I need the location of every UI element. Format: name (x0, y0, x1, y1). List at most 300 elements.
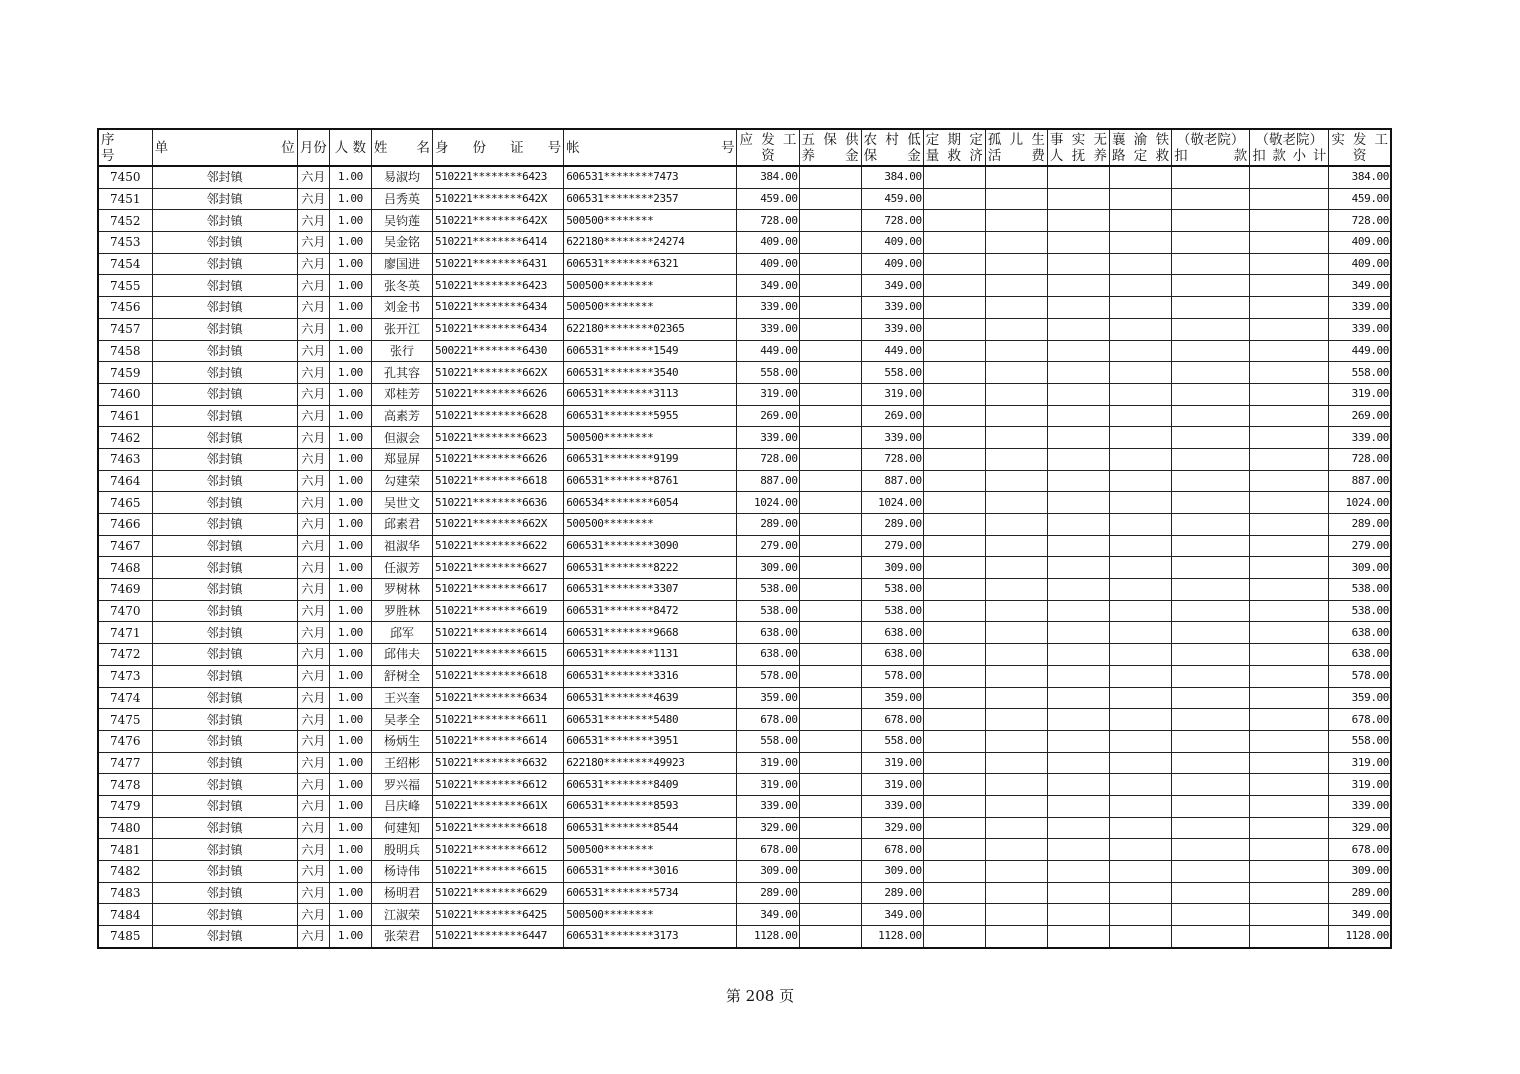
deduction-subtotal-cell (1250, 882, 1329, 904)
amount-due-cell: 319.00 (737, 752, 799, 774)
amount-due-cell: 1128.00 (737, 926, 799, 948)
header-serial-no: 序 号 (98, 129, 152, 166)
id-number-cell: 510221********6434 (433, 318, 564, 340)
table-row (98, 926, 1391, 948)
rural-dibao-cell: 359.00 (861, 687, 923, 709)
rural-dibao-cell: 1128.00 (861, 926, 923, 948)
nursing-home-deduction-cell (1172, 926, 1250, 948)
serial-no-cell: 7472 (98, 644, 152, 666)
serial-no-cell: 7473 (98, 665, 152, 687)
page-number: 第 208 页 (725, 987, 795, 1005)
orphan-allowance-cell (985, 318, 1047, 340)
table-row (98, 492, 1391, 514)
orphan-allowance-cell (985, 622, 1047, 644)
person-count-cell: 1.00 (329, 383, 371, 405)
de-facto-orphan-cell (1047, 405, 1109, 427)
nursing-home-deduction-cell (1172, 514, 1250, 536)
serial-no-cell: 7482 (98, 861, 152, 883)
name-cell: 邓桂芳 (371, 383, 432, 405)
deduction-subtotal-cell (1250, 622, 1329, 644)
id-number-cell: 510221********6632 (433, 752, 564, 774)
five-guarantee-cell (799, 861, 861, 883)
table-row (98, 600, 1391, 622)
amount-paid-cell: 339.00 (1329, 795, 1391, 817)
periodic-relief-cell (923, 535, 985, 557)
person-count-cell: 1.00 (329, 427, 371, 449)
amount-due-cell: 289.00 (737, 514, 799, 536)
xiangyu-railway-cell (1110, 687, 1172, 709)
amount-due-cell: 678.00 (737, 709, 799, 731)
de-facto-orphan-cell (1047, 687, 1109, 709)
id-number-cell: 510221********642X (433, 210, 564, 232)
amount-paid-cell: 678.00 (1329, 839, 1391, 861)
amount-paid-cell: 538.00 (1329, 579, 1391, 601)
id-number-cell: 510221********6634 (433, 687, 564, 709)
header-name: 姓 名 (371, 129, 432, 166)
periodic-relief-cell (923, 427, 985, 449)
five-guarantee-cell (799, 232, 861, 254)
amount-paid-cell: 329.00 (1329, 817, 1391, 839)
periodic-relief-cell (923, 882, 985, 904)
amount-due-cell: 309.00 (737, 557, 799, 579)
deduction-subtotal-cell (1250, 795, 1329, 817)
account-cell: 606531********1131 (564, 644, 737, 666)
month-cell: 六月 (297, 188, 329, 210)
unit-cell: 邻封镇 (152, 470, 297, 492)
header-unit: 单 位 (152, 129, 297, 166)
amount-paid-cell: 319.00 (1329, 383, 1391, 405)
five-guarantee-cell (799, 600, 861, 622)
id-number-cell: 510221********6612 (433, 774, 564, 796)
rural-dibao-cell: 409.00 (861, 253, 923, 275)
name-cell: 吴金铭 (371, 232, 432, 254)
serial-no-cell: 7469 (98, 579, 152, 601)
five-guarantee-cell (799, 687, 861, 709)
account-cell: 500500******** (564, 839, 737, 861)
amount-due-cell: 289.00 (737, 882, 799, 904)
month-cell: 六月 (297, 644, 329, 666)
month-cell: 六月 (297, 600, 329, 622)
deduction-subtotal-cell (1250, 861, 1329, 883)
de-facto-orphan-cell (1047, 839, 1109, 861)
rural-dibao-cell: 329.00 (861, 817, 923, 839)
periodic-relief-cell (923, 448, 985, 470)
periodic-relief-cell (923, 492, 985, 514)
header-nursing-home-deduction-subtotal: （敬老院） 扣 款 小 计 (1250, 129, 1329, 166)
xiangyu-railway-cell (1110, 709, 1172, 731)
person-count-cell: 1.00 (329, 557, 371, 579)
amount-paid-cell: 309.00 (1329, 861, 1391, 883)
unit-cell: 邻封镇 (152, 492, 297, 514)
id-number-cell: 510221********6612 (433, 839, 564, 861)
serial-no-cell: 7467 (98, 535, 152, 557)
de-facto-orphan-cell (1047, 904, 1109, 926)
xiangyu-railway-cell (1110, 817, 1172, 839)
orphan-allowance-cell (985, 882, 1047, 904)
xiangyu-railway-cell (1110, 166, 1172, 188)
five-guarantee-cell (799, 882, 861, 904)
id-number-cell: 510221********6623 (433, 427, 564, 449)
person-count-cell: 1.00 (329, 579, 371, 601)
name-cell: 祖淑华 (371, 535, 432, 557)
serial-no-cell: 7479 (98, 795, 152, 817)
amount-paid-cell: 1128.00 (1329, 926, 1391, 948)
month-cell: 六月 (297, 318, 329, 340)
unit-cell: 邻封镇 (152, 253, 297, 275)
name-cell: 杨明君 (371, 882, 432, 904)
account-cell: 606531********2357 (564, 188, 737, 210)
nursing-home-deduction-cell (1172, 752, 1250, 774)
xiangyu-railway-cell (1110, 448, 1172, 470)
five-guarantee-cell (799, 535, 861, 557)
xiangyu-railway-cell (1110, 535, 1172, 557)
unit-cell: 邻封镇 (152, 340, 297, 362)
rural-dibao-cell: 289.00 (861, 514, 923, 536)
month-cell: 六月 (297, 817, 329, 839)
amount-paid-cell: 1024.00 (1329, 492, 1391, 514)
amount-paid-cell: 309.00 (1329, 557, 1391, 579)
de-facto-orphan-cell (1047, 362, 1109, 384)
rural-dibao-cell: 319.00 (861, 383, 923, 405)
orphan-allowance-cell (985, 557, 1047, 579)
id-number-cell: 510221********6615 (433, 861, 564, 883)
unit-cell: 邻封镇 (152, 861, 297, 883)
account-cell: 606531********3090 (564, 535, 737, 557)
table-row (98, 622, 1391, 644)
orphan-allowance-cell (985, 340, 1047, 362)
amount-due-cell: 728.00 (737, 210, 799, 232)
xiangyu-railway-cell (1110, 730, 1172, 752)
id-number-cell: 510221********661X (433, 795, 564, 817)
nursing-home-deduction-cell (1172, 600, 1250, 622)
table-row (98, 275, 1391, 297)
month-cell: 六月 (297, 795, 329, 817)
xiangyu-railway-cell (1110, 665, 1172, 687)
nursing-home-deduction-cell (1172, 904, 1250, 926)
unit-cell: 邻封镇 (152, 926, 297, 948)
orphan-allowance-cell (985, 861, 1047, 883)
name-cell: 江淑荣 (371, 904, 432, 926)
unit-cell: 邻封镇 (152, 297, 297, 319)
table-row (98, 535, 1391, 557)
account-cell: 606531********8593 (564, 795, 737, 817)
orphan-allowance-cell (985, 904, 1047, 926)
xiangyu-railway-cell (1110, 644, 1172, 666)
five-guarantee-cell (799, 210, 861, 232)
de-facto-orphan-cell (1047, 166, 1109, 188)
table-row (98, 427, 1391, 449)
id-number-cell: 510221********6425 (433, 904, 564, 926)
serial-no-cell: 7477 (98, 752, 152, 774)
table-row (98, 839, 1391, 861)
nursing-home-deduction-cell (1172, 665, 1250, 687)
unit-cell: 邻封镇 (152, 405, 297, 427)
unit-cell: 邻封镇 (152, 644, 297, 666)
relief-payment-table (97, 128, 1392, 949)
xiangyu-railway-cell (1110, 861, 1172, 883)
deduction-subtotal-cell (1250, 774, 1329, 796)
month-cell: 六月 (297, 210, 329, 232)
nursing-home-deduction-cell (1172, 557, 1250, 579)
month-cell: 六月 (297, 665, 329, 687)
person-count-cell: 1.00 (329, 839, 371, 861)
name-cell: 郑显屏 (371, 448, 432, 470)
nursing-home-deduction-cell (1172, 622, 1250, 644)
person-count-cell: 1.00 (329, 405, 371, 427)
xiangyu-railway-cell (1110, 383, 1172, 405)
person-count-cell: 1.00 (329, 492, 371, 514)
amount-due-cell: 409.00 (737, 232, 799, 254)
table-row (98, 665, 1391, 687)
nursing-home-deduction-cell (1172, 861, 1250, 883)
unit-cell: 邻封镇 (152, 709, 297, 731)
amount-due-cell: 449.00 (737, 340, 799, 362)
id-number-cell: 510221********6611 (433, 709, 564, 731)
xiangyu-railway-cell (1110, 340, 1172, 362)
id-number-cell: 510221********6626 (433, 448, 564, 470)
amount-paid-cell: 289.00 (1329, 882, 1391, 904)
nursing-home-deduction-cell (1172, 839, 1250, 861)
de-facto-orphan-cell (1047, 600, 1109, 622)
account-cell: 500500******** (564, 297, 737, 319)
person-count-cell: 1.00 (329, 275, 371, 297)
account-cell: 606531********8222 (564, 557, 737, 579)
table-row (98, 795, 1391, 817)
periodic-relief-cell (923, 210, 985, 232)
month-cell: 六月 (297, 709, 329, 731)
account-cell: 606531********5480 (564, 709, 737, 731)
xiangyu-railway-cell (1110, 904, 1172, 926)
de-facto-orphan-cell (1047, 926, 1109, 948)
orphan-allowance-cell (985, 600, 1047, 622)
serial-no-cell: 7459 (98, 362, 152, 384)
nursing-home-deduction-cell (1172, 383, 1250, 405)
account-cell: 606531********3316 (564, 665, 737, 687)
account-cell: 606531********3173 (564, 926, 737, 948)
person-count-cell: 1.00 (329, 882, 371, 904)
id-number-cell: 510221********6636 (433, 492, 564, 514)
id-number-cell: 510221********6615 (433, 644, 564, 666)
periodic-relief-cell (923, 232, 985, 254)
amount-paid-cell: 459.00 (1329, 188, 1391, 210)
rural-dibao-cell: 289.00 (861, 882, 923, 904)
table-row (98, 448, 1391, 470)
month-cell: 六月 (297, 535, 329, 557)
person-count-cell: 1.00 (329, 188, 371, 210)
amount-due-cell: 1024.00 (737, 492, 799, 514)
person-count-cell: 1.00 (329, 340, 371, 362)
rural-dibao-cell: 319.00 (861, 752, 923, 774)
serial-no-cell: 7476 (98, 730, 152, 752)
nursing-home-deduction-cell (1172, 448, 1250, 470)
five-guarantee-cell (799, 514, 861, 536)
periodic-relief-cell (923, 166, 985, 188)
de-facto-orphan-cell (1047, 275, 1109, 297)
id-number-cell: 510221********6619 (433, 600, 564, 622)
de-facto-orphan-cell (1047, 383, 1109, 405)
unit-cell: 邻封镇 (152, 622, 297, 644)
table-row (98, 817, 1391, 839)
nursing-home-deduction-cell (1172, 644, 1250, 666)
deduction-subtotal-cell (1250, 318, 1329, 340)
rural-dibao-cell: 339.00 (861, 427, 923, 449)
serial-no-cell: 7464 (98, 470, 152, 492)
xiangyu-railway-cell (1110, 622, 1172, 644)
id-number-cell: 510221********6423 (433, 275, 564, 297)
periodic-relief-cell (923, 709, 985, 731)
amount-due-cell: 538.00 (737, 600, 799, 622)
month-cell: 六月 (297, 882, 329, 904)
de-facto-orphan-cell (1047, 579, 1109, 601)
rural-dibao-cell: 538.00 (861, 579, 923, 601)
id-number-cell: 510221********6617 (433, 579, 564, 601)
orphan-allowance-cell (985, 839, 1047, 861)
five-guarantee-cell (799, 904, 861, 926)
id-number-cell: 510221********6614 (433, 622, 564, 644)
table-row (98, 644, 1391, 666)
serial-no-cell: 7457 (98, 318, 152, 340)
id-number-cell: 510221********662X (433, 362, 564, 384)
amount-paid-cell: 638.00 (1329, 644, 1391, 666)
de-facto-orphan-cell (1047, 752, 1109, 774)
account-cell: 500500******** (564, 275, 737, 297)
rural-dibao-cell: 349.00 (861, 275, 923, 297)
month-cell: 六月 (297, 579, 329, 601)
rural-dibao-cell: 449.00 (861, 340, 923, 362)
orphan-allowance-cell (985, 427, 1047, 449)
orphan-allowance-cell (985, 579, 1047, 601)
amount-paid-cell: 349.00 (1329, 275, 1391, 297)
table-row (98, 340, 1391, 362)
rural-dibao-cell: 279.00 (861, 535, 923, 557)
xiangyu-railway-cell (1110, 774, 1172, 796)
person-count-cell: 1.00 (329, 253, 371, 275)
five-guarantee-cell (799, 709, 861, 731)
xiangyu-railway-cell (1110, 318, 1172, 340)
table-row (98, 405, 1391, 427)
unit-cell: 邻封镇 (152, 166, 297, 188)
rural-dibao-cell: 309.00 (861, 557, 923, 579)
serial-no-cell: 7452 (98, 210, 152, 232)
xiangyu-railway-cell (1110, 492, 1172, 514)
month-cell: 六月 (297, 470, 329, 492)
table-row (98, 861, 1391, 883)
amount-due-cell: 678.00 (737, 839, 799, 861)
de-facto-orphan-cell (1047, 253, 1109, 275)
rural-dibao-cell: 558.00 (861, 362, 923, 384)
unit-cell: 邻封镇 (152, 600, 297, 622)
de-facto-orphan-cell (1047, 557, 1109, 579)
id-number-cell: 510221********6431 (433, 253, 564, 275)
rural-dibao-cell: 578.00 (861, 665, 923, 687)
header-periodic-relief: 定 期 定 量 救 济 (923, 129, 985, 166)
amount-due-cell: 384.00 (737, 166, 799, 188)
de-facto-orphan-cell (1047, 795, 1109, 817)
unit-cell: 邻封镇 (152, 275, 297, 297)
de-facto-orphan-cell (1047, 514, 1109, 536)
person-count-cell: 1.00 (329, 665, 371, 687)
table-row (98, 297, 1391, 319)
amount-due-cell: 329.00 (737, 817, 799, 839)
deduction-subtotal-cell (1250, 665, 1329, 687)
month-cell: 六月 (297, 752, 329, 774)
person-count-cell: 1.00 (329, 210, 371, 232)
xiangyu-railway-cell (1110, 514, 1172, 536)
id-number-cell: 510221********6622 (433, 535, 564, 557)
name-cell: 勾建荣 (371, 470, 432, 492)
unit-cell: 邻封镇 (152, 362, 297, 384)
name-cell: 罗兴福 (371, 774, 432, 796)
periodic-relief-cell (923, 687, 985, 709)
header-de-facto-orphan: 事 实 无 人 抚 养 (1047, 129, 1109, 166)
name-cell: 张行 (371, 340, 432, 362)
rural-dibao-cell: 309.00 (861, 861, 923, 883)
rural-dibao-cell: 887.00 (861, 470, 923, 492)
amount-due-cell: 339.00 (737, 427, 799, 449)
deduction-subtotal-cell (1250, 166, 1329, 188)
nursing-home-deduction-cell (1172, 687, 1250, 709)
nursing-home-deduction-cell (1172, 405, 1250, 427)
person-count-cell: 1.00 (329, 926, 371, 948)
table-row (98, 210, 1391, 232)
name-cell: 杨炳生 (371, 730, 432, 752)
serial-no-cell: 7480 (98, 817, 152, 839)
name-cell: 罗树林 (371, 579, 432, 601)
person-count-cell: 1.00 (329, 861, 371, 883)
periodic-relief-cell (923, 644, 985, 666)
rural-dibao-cell: 384.00 (861, 166, 923, 188)
orphan-allowance-cell (985, 752, 1047, 774)
five-guarantee-cell (799, 166, 861, 188)
amount-due-cell: 279.00 (737, 535, 799, 557)
de-facto-orphan-cell (1047, 644, 1109, 666)
name-cell: 邱素君 (371, 514, 432, 536)
id-number-cell: 510221********6626 (433, 383, 564, 405)
account-cell: 500500******** (564, 210, 737, 232)
deduction-subtotal-cell (1250, 448, 1329, 470)
amount-paid-cell: 887.00 (1329, 470, 1391, 492)
amount-due-cell: 887.00 (737, 470, 799, 492)
periodic-relief-cell (923, 926, 985, 948)
person-count-cell: 1.00 (329, 709, 371, 731)
name-cell: 吴孝全 (371, 709, 432, 731)
xiangyu-railway-cell (1110, 752, 1172, 774)
serial-no-cell: 7485 (98, 926, 152, 948)
amount-due-cell: 359.00 (737, 687, 799, 709)
xiangyu-railway-cell (1110, 579, 1172, 601)
month-cell: 六月 (297, 861, 329, 883)
amount-paid-cell: 558.00 (1329, 362, 1391, 384)
amount-due-cell: 269.00 (737, 405, 799, 427)
id-number-cell: 510221********6618 (433, 470, 564, 492)
de-facto-orphan-cell (1047, 774, 1109, 796)
id-number-cell: 500221********6430 (433, 340, 564, 362)
five-guarantee-cell (799, 297, 861, 319)
amount-due-cell: 459.00 (737, 188, 799, 210)
serial-no-cell: 7451 (98, 188, 152, 210)
unit-cell: 邻封镇 (152, 795, 297, 817)
month-cell: 六月 (297, 427, 329, 449)
periodic-relief-cell (923, 904, 985, 926)
serial-no-cell: 7484 (98, 904, 152, 926)
table-row (98, 752, 1391, 774)
table-row (98, 383, 1391, 405)
amount-paid-cell: 384.00 (1329, 166, 1391, 188)
five-guarantee-cell (799, 795, 861, 817)
xiangyu-railway-cell (1110, 427, 1172, 449)
periodic-relief-cell (923, 752, 985, 774)
orphan-allowance-cell (985, 405, 1047, 427)
